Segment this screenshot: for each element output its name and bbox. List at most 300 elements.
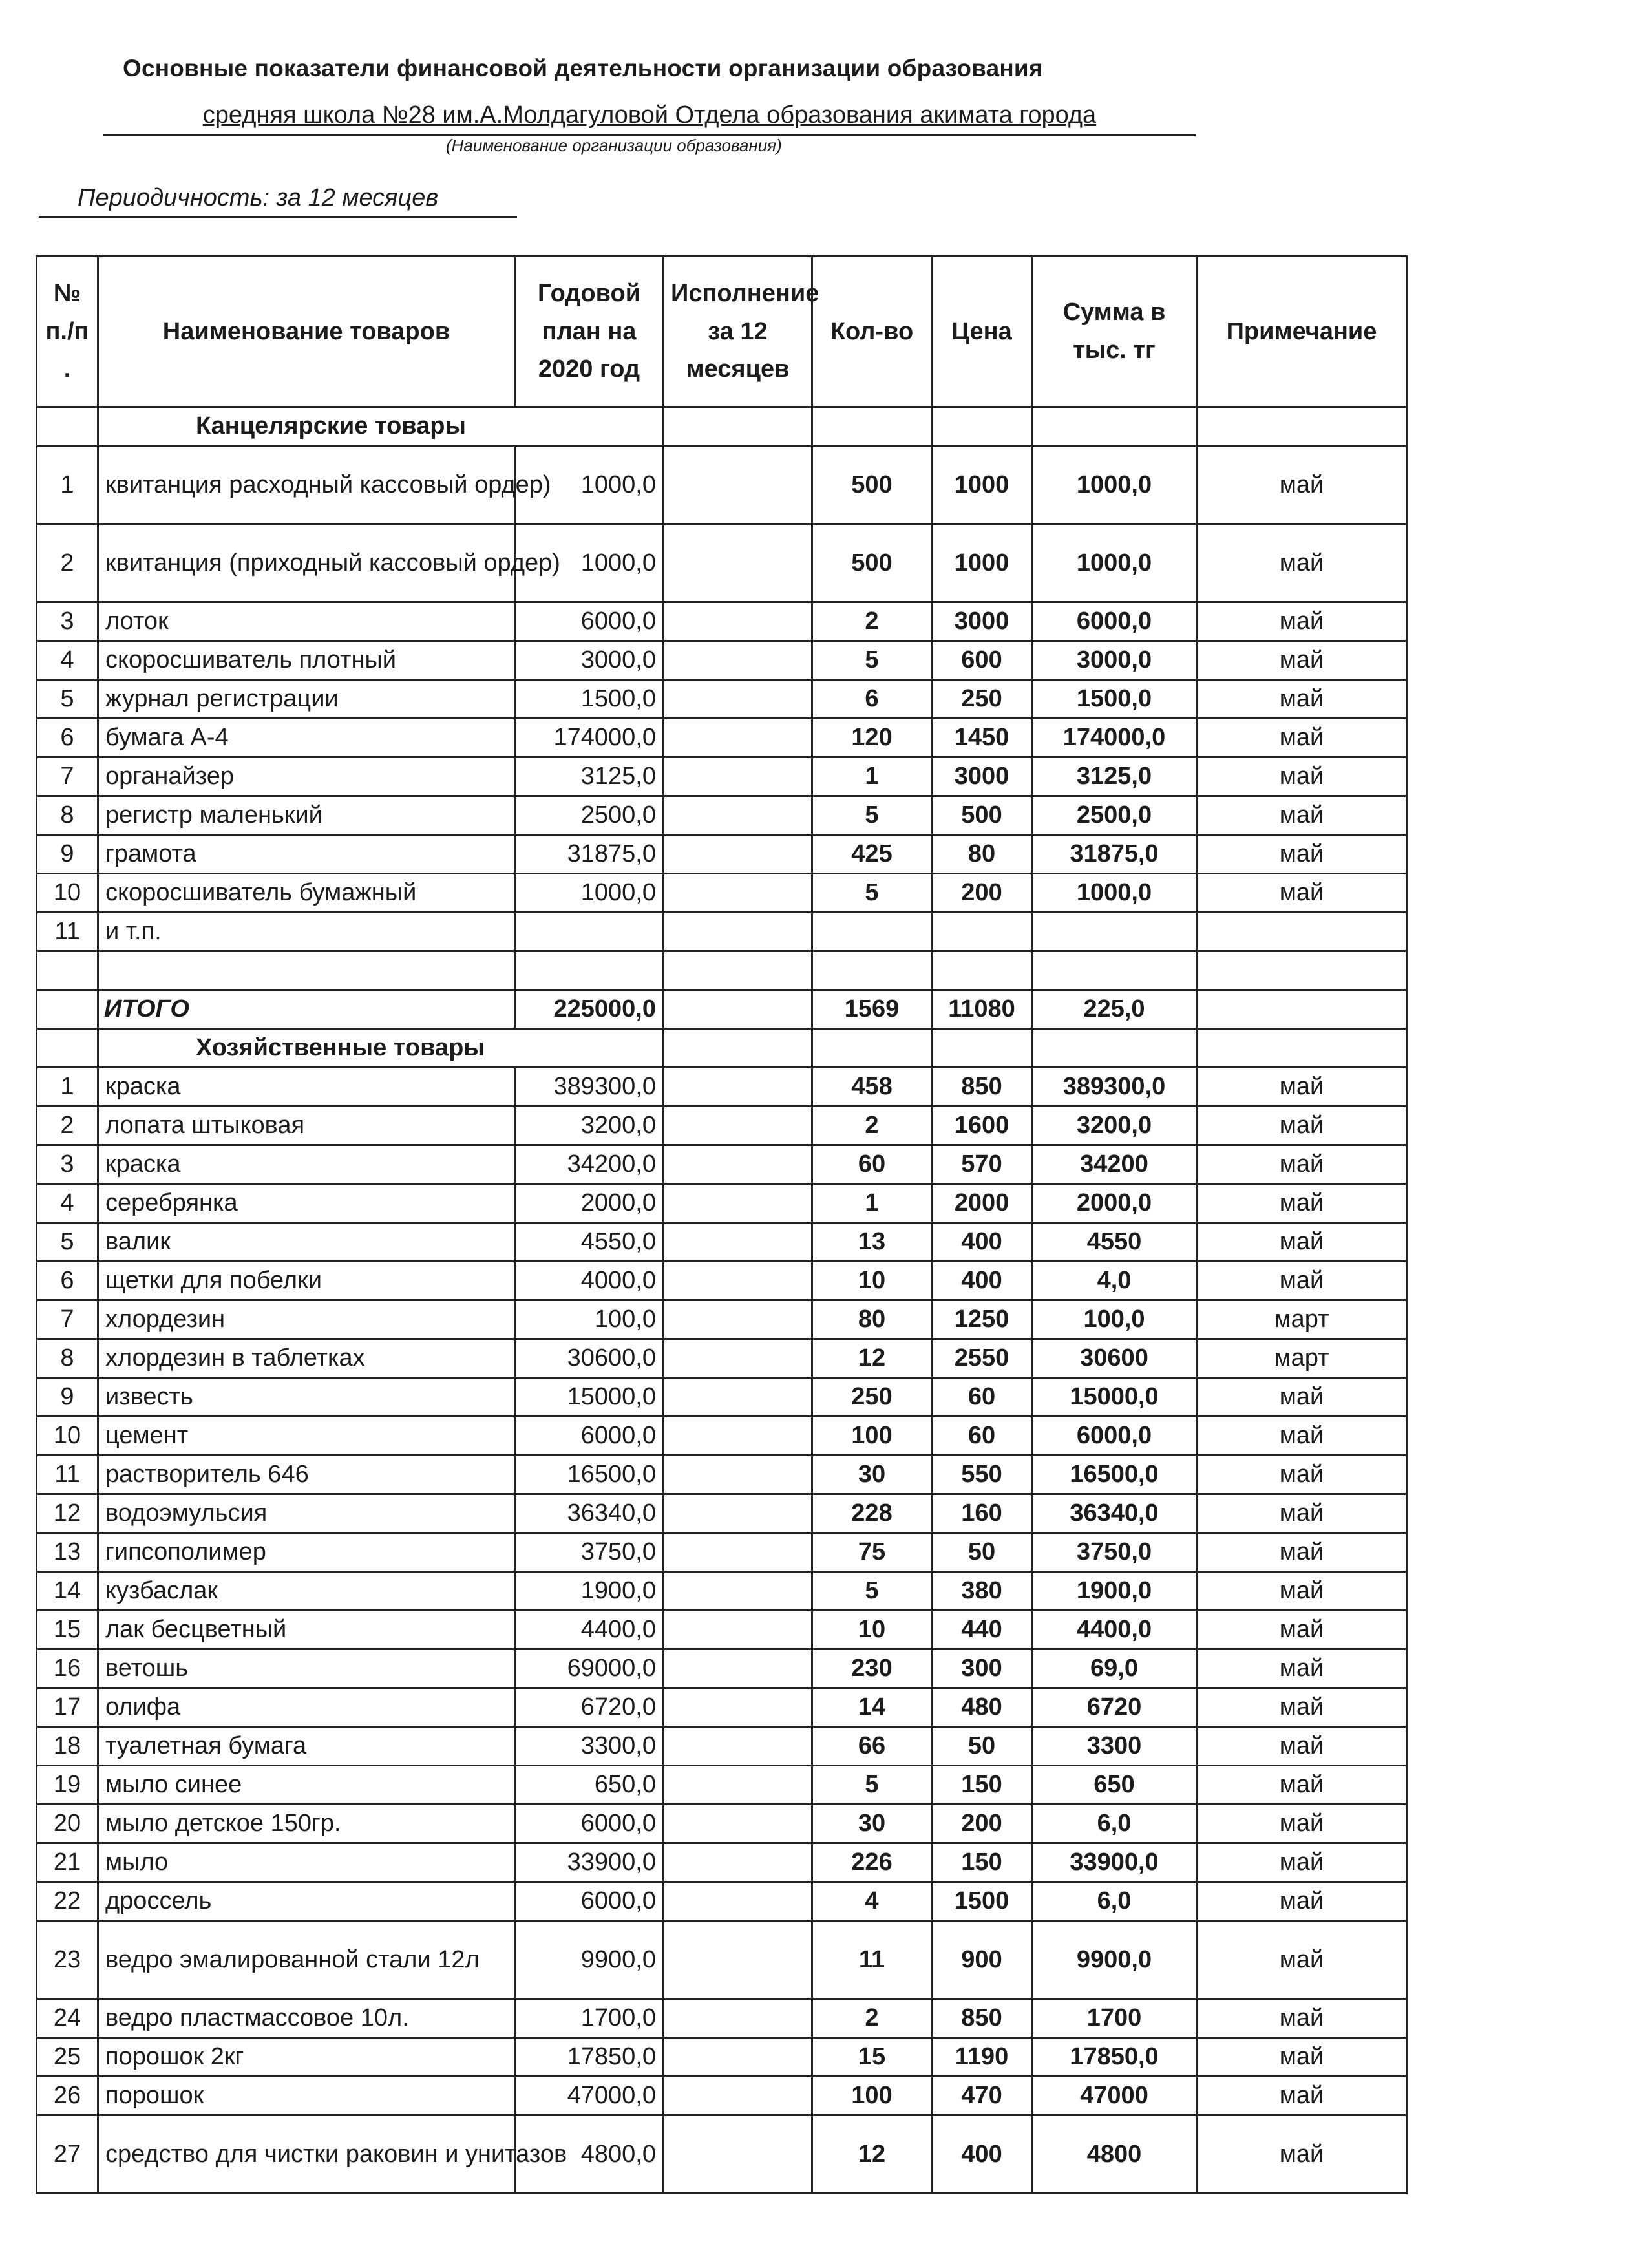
price-cell: 300 bbox=[932, 1649, 1032, 1688]
execution-cell bbox=[664, 446, 812, 524]
note-cell: май bbox=[1197, 1262, 1407, 1300]
section-empty-cell bbox=[812, 407, 932, 446]
item-name-cell: хлордезин bbox=[98, 1300, 515, 1339]
item-name-cell: грамота bbox=[98, 835, 515, 874]
price-cell: 150 bbox=[932, 1843, 1032, 1882]
execution-cell bbox=[664, 1921, 812, 1999]
sum-cell: 69,0 bbox=[1032, 1649, 1197, 1688]
table-row bbox=[37, 796, 1407, 835]
price-cell: 60 bbox=[932, 1378, 1032, 1417]
execution-cell bbox=[664, 1107, 812, 1145]
annual-plan-cell: 2500,0 bbox=[515, 796, 664, 835]
sum-cell: 6720 bbox=[1032, 1688, 1197, 1727]
price-cell: 2550 bbox=[932, 1339, 1032, 1378]
item-name-cell: средство для чистки раковин и унитазов bbox=[98, 2115, 515, 2194]
row-number-cell: 21 bbox=[37, 1843, 98, 1882]
note-cell: май bbox=[1197, 446, 1407, 524]
execution-cell bbox=[664, 874, 812, 913]
table-row bbox=[37, 1223, 1407, 1262]
item-name-cell: скоросшиватель плотный bbox=[98, 641, 515, 680]
sum-cell: 4550 bbox=[1032, 1223, 1197, 1262]
price-cell: 1000 bbox=[932, 524, 1032, 602]
empty-cell bbox=[1197, 951, 1407, 990]
note-cell: май bbox=[1197, 1145, 1407, 1184]
execution-cell bbox=[664, 524, 812, 602]
section-empty-cell bbox=[932, 407, 1032, 446]
annual-plan-cell: 650,0 bbox=[515, 1766, 664, 1805]
item-name-cell: ведро эмалированной стали 12л bbox=[98, 1921, 515, 1999]
price-cell: 850 bbox=[932, 1999, 1032, 2038]
table-row bbox=[37, 758, 1407, 796]
empty-cell bbox=[515, 951, 664, 990]
item-name-cell: лоток bbox=[98, 602, 515, 641]
quantity-cell: 80 bbox=[812, 1300, 932, 1339]
price-cell: 480 bbox=[932, 1688, 1032, 1727]
row-number-cell: 16 bbox=[37, 1649, 98, 1688]
row-number-cell: 3 bbox=[37, 1145, 98, 1184]
quantity-cell: 2 bbox=[812, 1999, 932, 2038]
execution-cell bbox=[664, 602, 812, 641]
sum-cell: 1000,0 bbox=[1032, 446, 1197, 524]
price-cell: 570 bbox=[932, 1145, 1032, 1184]
section-empty-cell bbox=[1032, 1029, 1197, 1068]
quantity-cell: 250 bbox=[812, 1378, 932, 1417]
quantity-cell: 2 bbox=[812, 602, 932, 641]
row-number-cell: 17 bbox=[37, 1688, 98, 1727]
annual-plan-cell: 9900,0 bbox=[515, 1921, 664, 1999]
annual-plan-cell: 6000,0 bbox=[515, 602, 664, 641]
sum-cell: 650 bbox=[1032, 1766, 1197, 1805]
execution-cell bbox=[664, 641, 812, 680]
table-row bbox=[37, 524, 1407, 602]
quantity-cell: 5 bbox=[812, 1572, 932, 1611]
execution-cell bbox=[664, 835, 812, 874]
item-name-cell: органайзер bbox=[98, 758, 515, 796]
annual-plan-cell: 30600,0 bbox=[515, 1339, 664, 1378]
quantity-cell: 458 bbox=[812, 1068, 932, 1107]
price-cell: 200 bbox=[932, 874, 1032, 913]
item-name-cell: туалетная бумага bbox=[98, 1727, 515, 1766]
table-row bbox=[37, 1262, 1407, 1300]
price-cell: 250 bbox=[932, 680, 1032, 719]
total-empty-cell bbox=[37, 990, 98, 1029]
col-header-name: Наименование товаров bbox=[98, 257, 515, 407]
quantity-cell: 13 bbox=[812, 1223, 932, 1262]
row-number-cell: 11 bbox=[37, 1456, 98, 1494]
note-cell: май bbox=[1197, 1688, 1407, 1727]
sum-cell: 174000,0 bbox=[1032, 719, 1197, 758]
item-name-cell: гипсополимер bbox=[98, 1533, 515, 1572]
note-cell: май bbox=[1197, 641, 1407, 680]
price-cell: 50 bbox=[932, 1533, 1032, 1572]
section-empty-cell bbox=[932, 1029, 1032, 1068]
total-sum: 225,0 bbox=[1032, 990, 1197, 1029]
annual-plan-cell: 2000,0 bbox=[515, 1184, 664, 1223]
item-name-cell: кузбаслак bbox=[98, 1572, 515, 1611]
execution-cell bbox=[664, 1805, 812, 1843]
quantity-cell: 60 bbox=[812, 1145, 932, 1184]
sum-cell: 100,0 bbox=[1032, 1300, 1197, 1339]
sum-cell: 4800 bbox=[1032, 2115, 1197, 2194]
annual-plan-cell: 3000,0 bbox=[515, 641, 664, 680]
empty-cell bbox=[812, 951, 932, 990]
note-cell: май bbox=[1197, 1882, 1407, 1921]
note-cell: май bbox=[1197, 524, 1407, 602]
table-row bbox=[37, 874, 1407, 913]
sum-cell: 1000,0 bbox=[1032, 874, 1197, 913]
item-name-cell: ветошь bbox=[98, 1649, 515, 1688]
execution-cell bbox=[664, 1378, 812, 1417]
section-title: Хозяйственные товары bbox=[98, 1029, 664, 1068]
item-name-cell: ведро пластмассовое 10л. bbox=[98, 1999, 515, 2038]
price-cell: 1190 bbox=[932, 2038, 1032, 2077]
table-row bbox=[37, 1107, 1407, 1145]
table-row bbox=[37, 1611, 1407, 1649]
execution-cell bbox=[664, 719, 812, 758]
empty-cell bbox=[98, 951, 515, 990]
quantity-cell: 12 bbox=[812, 1339, 932, 1378]
item-name-cell: квитанция (приходный кассовый ордер) bbox=[98, 524, 515, 602]
col-header-qty: Кол-во bbox=[812, 257, 932, 407]
table-row bbox=[37, 1921, 1407, 1999]
execution-cell bbox=[664, 913, 812, 951]
table-row bbox=[37, 1339, 1407, 1378]
quantity-cell: 226 bbox=[812, 1843, 932, 1882]
item-name-cell: регистр маленький bbox=[98, 796, 515, 835]
row-number-cell: 9 bbox=[37, 835, 98, 874]
col-header-price: Цена bbox=[932, 257, 1032, 407]
annual-plan-cell: 6000,0 bbox=[515, 1417, 664, 1456]
section-empty-cell bbox=[664, 1029, 812, 1068]
section-empty-cell bbox=[812, 1029, 932, 1068]
sum-cell: 34200 bbox=[1032, 1145, 1197, 1184]
sum-cell bbox=[1032, 913, 1197, 951]
quantity-cell: 30 bbox=[812, 1805, 932, 1843]
row-number-cell: 3 bbox=[37, 602, 98, 641]
annual-plan-cell: 1000,0 bbox=[515, 446, 664, 524]
annual-plan-cell: 4550,0 bbox=[515, 1223, 664, 1262]
sum-cell: 3300 bbox=[1032, 1727, 1197, 1766]
quantity-cell: 230 bbox=[812, 1649, 932, 1688]
quantity-cell: 11 bbox=[812, 1921, 932, 1999]
item-name-cell: лопата штыковая bbox=[98, 1107, 515, 1145]
table-row bbox=[37, 2077, 1407, 2115]
price-cell: 440 bbox=[932, 1611, 1032, 1649]
execution-cell bbox=[664, 1649, 812, 1688]
total-price: 11080 bbox=[932, 990, 1032, 1029]
table-row bbox=[37, 680, 1407, 719]
note-cell: май bbox=[1197, 1456, 1407, 1494]
sum-cell: 1700 bbox=[1032, 1999, 1197, 2038]
table-row bbox=[37, 1456, 1407, 1494]
note-cell: май bbox=[1197, 1417, 1407, 1456]
execution-cell bbox=[664, 1688, 812, 1727]
execution-cell bbox=[664, 1572, 812, 1611]
row-number-cell: 6 bbox=[37, 1262, 98, 1300]
item-name-cell: порошок 2кг bbox=[98, 2038, 515, 2077]
note-cell: май bbox=[1197, 1068, 1407, 1107]
note-cell: май bbox=[1197, 2077, 1407, 2115]
row-number-cell: 6 bbox=[37, 719, 98, 758]
document-title: Основные показатели финансовой деятельности организации образования bbox=[123, 55, 1043, 81]
price-cell: 80 bbox=[932, 835, 1032, 874]
table-row bbox=[37, 1145, 1407, 1184]
note-cell: май bbox=[1197, 1843, 1407, 1882]
annual-plan-cell: 4400,0 bbox=[515, 1611, 664, 1649]
row-number-cell: 18 bbox=[37, 1727, 98, 1766]
annual-plan-cell: 47000,0 bbox=[515, 2077, 664, 2115]
price-cell: 1250 bbox=[932, 1300, 1032, 1339]
sum-cell: 17850,0 bbox=[1032, 2038, 1197, 2077]
sum-cell: 3200,0 bbox=[1032, 1107, 1197, 1145]
table-row bbox=[37, 1378, 1407, 1417]
execution-cell bbox=[664, 2038, 812, 2077]
table-row bbox=[37, 2115, 1407, 2194]
row-number-cell: 14 bbox=[37, 1572, 98, 1611]
quantity-cell: 10 bbox=[812, 1262, 932, 1300]
item-name-cell: мыло bbox=[98, 1843, 515, 1882]
row-number-cell: 25 bbox=[37, 2038, 98, 2077]
sum-cell: 3125,0 bbox=[1032, 758, 1197, 796]
quantity-cell: 5 bbox=[812, 796, 932, 835]
table-header-row bbox=[37, 257, 1407, 407]
table-row bbox=[37, 1805, 1407, 1843]
note-cell: май bbox=[1197, 1999, 1407, 2038]
execution-cell bbox=[664, 1300, 812, 1339]
execution-cell bbox=[664, 1999, 812, 2038]
item-name-cell: щетки для побелки bbox=[98, 1262, 515, 1300]
annual-plan-cell: 100,0 bbox=[515, 1300, 664, 1339]
table-row bbox=[37, 913, 1407, 951]
item-name-cell: водоэмульсия bbox=[98, 1494, 515, 1533]
row-number-cell: 2 bbox=[37, 524, 98, 602]
price-cell: 1000 bbox=[932, 446, 1032, 524]
price-cell: 2000 bbox=[932, 1184, 1032, 1223]
section-header-row bbox=[37, 1029, 1407, 1068]
quantity-cell: 228 bbox=[812, 1494, 932, 1533]
quantity-cell: 5 bbox=[812, 1766, 932, 1805]
sum-cell: 2000,0 bbox=[1032, 1184, 1197, 1223]
note-cell: май bbox=[1197, 1184, 1407, 1223]
table-row bbox=[37, 1572, 1407, 1611]
price-cell: 500 bbox=[932, 796, 1032, 835]
price-cell: 900 bbox=[932, 1921, 1032, 1999]
item-name-cell: олифа bbox=[98, 1688, 515, 1727]
section-empty-cell bbox=[1197, 407, 1407, 446]
col-header-no: № п./п . bbox=[37, 257, 98, 407]
table-row bbox=[37, 719, 1407, 758]
empty-cell bbox=[664, 951, 812, 990]
section-empty-cell bbox=[1032, 407, 1197, 446]
table-row bbox=[37, 835, 1407, 874]
execution-cell bbox=[664, 796, 812, 835]
annual-plan-cell: 15000,0 bbox=[515, 1378, 664, 1417]
table-row bbox=[37, 1417, 1407, 1456]
periodicity: Периодичность: за 12 месяцев bbox=[39, 178, 517, 218]
annual-plan-cell: 36340,0 bbox=[515, 1494, 664, 1533]
quantity-cell: 10 bbox=[812, 1611, 932, 1649]
sum-cell: 33900,0 bbox=[1032, 1843, 1197, 1882]
item-name-cell: мыло детское 150гр. bbox=[98, 1805, 515, 1843]
sum-cell: 30600 bbox=[1032, 1339, 1197, 1378]
note-cell: март bbox=[1197, 1300, 1407, 1339]
item-name-cell: серебрянка bbox=[98, 1184, 515, 1223]
total-exec bbox=[664, 990, 812, 1029]
annual-plan-cell: 3200,0 bbox=[515, 1107, 664, 1145]
annual-plan-cell: 69000,0 bbox=[515, 1649, 664, 1688]
total-row bbox=[37, 990, 1407, 1029]
note-cell: май bbox=[1197, 1921, 1407, 1999]
row-number-cell: 7 bbox=[37, 758, 98, 796]
price-cell: 50 bbox=[932, 1727, 1032, 1766]
execution-cell bbox=[664, 1611, 812, 1649]
annual-plan-cell: 6000,0 bbox=[515, 1882, 664, 1921]
note-cell: май bbox=[1197, 2038, 1407, 2077]
note-cell: май bbox=[1197, 874, 1407, 913]
price-cell: 550 bbox=[932, 1456, 1032, 1494]
note-cell: май bbox=[1197, 758, 1407, 796]
item-name-cell: цемент bbox=[98, 1417, 515, 1456]
execution-cell bbox=[664, 680, 812, 719]
row-number-cell: 4 bbox=[37, 641, 98, 680]
row-number-cell: 27 bbox=[37, 2115, 98, 2194]
sum-cell: 4,0 bbox=[1032, 1262, 1197, 1300]
note-cell: май bbox=[1197, 835, 1407, 874]
row-number-cell: 8 bbox=[37, 796, 98, 835]
price-cell: 150 bbox=[932, 1766, 1032, 1805]
quantity-cell: 425 bbox=[812, 835, 932, 874]
item-name-cell: растворитель 646 bbox=[98, 1456, 515, 1494]
sum-cell: 6000,0 bbox=[1032, 1417, 1197, 1456]
total-note bbox=[1197, 990, 1407, 1029]
table-row bbox=[37, 1068, 1407, 1107]
row-number-cell: 19 bbox=[37, 1766, 98, 1805]
quantity-cell: 5 bbox=[812, 874, 932, 913]
price-cell: 160 bbox=[932, 1494, 1032, 1533]
note-cell: май bbox=[1197, 1805, 1407, 1843]
row-number-cell: 1 bbox=[37, 1068, 98, 1107]
section-title: Канцелярские товары bbox=[98, 407, 664, 446]
sum-cell: 16500,0 bbox=[1032, 1456, 1197, 1494]
table-row bbox=[37, 1300, 1407, 1339]
execution-cell bbox=[664, 1068, 812, 1107]
annual-plan-cell: 174000,0 bbox=[515, 719, 664, 758]
quantity-cell: 2 bbox=[812, 1107, 932, 1145]
row-number-cell: 13 bbox=[37, 1533, 98, 1572]
row-number-cell: 2 bbox=[37, 1107, 98, 1145]
row-number-cell: 15 bbox=[37, 1611, 98, 1649]
item-name-cell: дроссель bbox=[98, 1882, 515, 1921]
quantity-cell: 30 bbox=[812, 1456, 932, 1494]
note-cell: май bbox=[1197, 2115, 1407, 2194]
empty-cell bbox=[37, 951, 98, 990]
item-name-cell: порошок bbox=[98, 2077, 515, 2115]
quantity-cell: 75 bbox=[812, 1533, 932, 1572]
quantity-cell: 1 bbox=[812, 758, 932, 796]
annual-plan-cell: 3125,0 bbox=[515, 758, 664, 796]
price-cell: 1600 bbox=[932, 1107, 1032, 1145]
annual-plan-cell: 3750,0 bbox=[515, 1533, 664, 1572]
table-row bbox=[37, 1184, 1407, 1223]
execution-cell bbox=[664, 1766, 812, 1805]
note-cell: май bbox=[1197, 1494, 1407, 1533]
row-number-cell: 22 bbox=[37, 1882, 98, 1921]
row-number-cell: 9 bbox=[37, 1378, 98, 1417]
sum-cell: 6,0 bbox=[1032, 1805, 1197, 1843]
col-header-plan: Годовой план на 2020 год bbox=[515, 257, 664, 407]
execution-cell bbox=[664, 1843, 812, 1882]
sum-cell: 6000,0 bbox=[1032, 602, 1197, 641]
table-row bbox=[37, 1766, 1407, 1805]
execution-cell bbox=[664, 1456, 812, 1494]
item-name-cell: известь bbox=[98, 1378, 515, 1417]
sum-cell: 6,0 bbox=[1032, 1882, 1197, 1921]
annual-plan-cell: 17850,0 bbox=[515, 2038, 664, 2077]
execution-cell bbox=[664, 1494, 812, 1533]
table-row bbox=[37, 1843, 1407, 1882]
item-name-cell: хлордезин в таблетках bbox=[98, 1339, 515, 1378]
section-empty-cell bbox=[37, 1029, 98, 1068]
table-row bbox=[37, 1688, 1407, 1727]
item-name-cell: журнал регистрации bbox=[98, 680, 515, 719]
col-header-exec: Исполнение за 12 месяцев bbox=[664, 257, 812, 407]
organization-name: средняя школа №28 им.А.Молдагуловой Отдела образования акимата города bbox=[103, 97, 1196, 136]
execution-cell bbox=[664, 2077, 812, 2115]
section-empty-cell bbox=[37, 407, 98, 446]
quantity-cell: 500 bbox=[812, 524, 932, 602]
col-header-note: Примечание bbox=[1197, 257, 1407, 407]
annual-plan-cell: 1500,0 bbox=[515, 680, 664, 719]
table-row bbox=[37, 446, 1407, 524]
item-name-cell: валик bbox=[98, 1223, 515, 1262]
row-number-cell: 23 bbox=[37, 1921, 98, 1999]
quantity-cell: 15 bbox=[812, 2038, 932, 2077]
row-number-cell: 11 bbox=[37, 913, 98, 951]
price-cell: 3000 bbox=[932, 758, 1032, 796]
note-cell: май bbox=[1197, 1766, 1407, 1805]
goods-table bbox=[36, 255, 1408, 2194]
organization-caption: (Наименование организации образования) bbox=[446, 136, 782, 155]
sum-cell: 9900,0 bbox=[1032, 1921, 1197, 1999]
section-empty-cell bbox=[1197, 1029, 1407, 1068]
row-number-cell: 24 bbox=[37, 1999, 98, 2038]
execution-cell bbox=[664, 1882, 812, 1921]
table-row bbox=[37, 2038, 1407, 2077]
quantity-cell bbox=[812, 913, 932, 951]
price-cell: 200 bbox=[932, 1805, 1032, 1843]
item-name-cell: мыло синее bbox=[98, 1766, 515, 1805]
price-cell: 400 bbox=[932, 1262, 1032, 1300]
annual-plan-cell: 1000,0 bbox=[515, 874, 664, 913]
section-header-row bbox=[37, 407, 1407, 446]
note-cell: май bbox=[1197, 1611, 1407, 1649]
table-row bbox=[37, 602, 1407, 641]
price-cell: 400 bbox=[932, 2115, 1032, 2194]
execution-cell bbox=[664, 1184, 812, 1223]
total-plan: 225000,0 bbox=[515, 990, 664, 1029]
price-cell: 60 bbox=[932, 1417, 1032, 1456]
table-row bbox=[37, 1533, 1407, 1572]
sum-cell: 31875,0 bbox=[1032, 835, 1197, 874]
quantity-cell: 6 bbox=[812, 680, 932, 719]
annual-plan-cell: 31875,0 bbox=[515, 835, 664, 874]
execution-cell bbox=[664, 1262, 812, 1300]
table-row bbox=[37, 1727, 1407, 1766]
execution-cell bbox=[664, 1145, 812, 1184]
sum-cell: 3000,0 bbox=[1032, 641, 1197, 680]
row-number-cell: 10 bbox=[37, 874, 98, 913]
price-cell bbox=[932, 913, 1032, 951]
